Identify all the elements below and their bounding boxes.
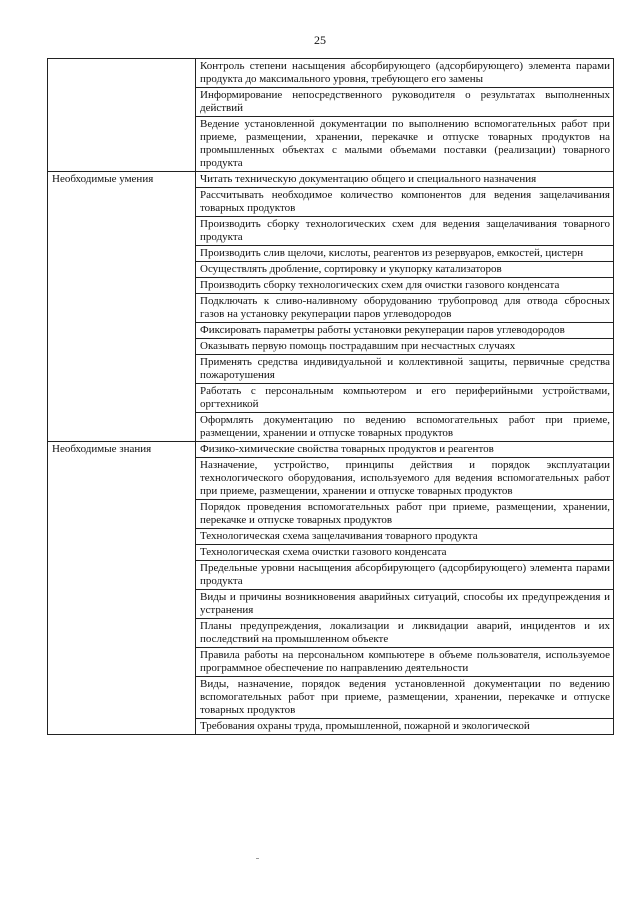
item-cell: Рассчитывать необходимое количество компонентов для ведения защелачивания товарных продуктов [196,188,614,217]
table-row [48,442,614,458]
item-cell: Правила работы на персональном компьютере в объеме пользователя, используемое программное обеспечение по направлению деятельности [196,648,614,677]
item-cell: Требования охраны труда, промышленной, пожарной и экологической [196,719,614,735]
item-cell: Осуществлять дробление, сортировку и укупорку катализаторов [196,262,614,278]
category-cell [48,59,196,172]
item-cell: Оформлять документацию по ведению вспомогательных работ при приеме, размещении, хранении и отпуске товарных продуктов [196,413,614,442]
scan-speck [256,858,259,859]
item-cell: Читать техническую документацию общего и специального назначения [196,172,614,188]
item-cell: Физико-химические свойства товарных продуктов и реагентов [196,442,614,458]
item-cell: Ведение установленной документации по выполнению вспомогательных работ при приеме, размещении, хранении, перекачке и отпуске товарных продуктов на промышленных объектах с малыми объемами поставки (реализации) товарного продукта [196,117,614,172]
item-cell: Фиксировать параметры работы установки рекуперации паров углеводородов [196,323,614,339]
item-cell: Применять средства индивидуальной и коллективной защиты, первичные средства пожаротушения [196,355,614,384]
item-cell: Планы предупреждения, локализации и ликвидации аварий, инцидентов и их последствий на промышленном объекте [196,619,614,648]
item-cell: Производить слив щелочи, кислоты, реагентов из резервуаров, емкостей, цистерн [196,246,614,262]
item-cell: Контроль степени насыщения абсорбирующего (адсорбирующего) элемента парами продукта до максимального уровня, требующего его замены [196,59,614,88]
item-cell: Технологическая схема защелачивания товарного продукта [196,529,614,545]
item-cell: Производить сборку технологических схем для очистки газового конденсата [196,278,614,294]
item-cell: Информирование непосредственного руководителя о результатах выполненных действий [196,88,614,117]
item-cell: Предельные уровни насыщения абсорбирующего (адсорбирующего) элемента парами продукта [196,561,614,590]
page-number: 25 [314,33,326,47]
item-cell: Виды и причины возникновения аварийных ситуаций, способы их предупреждения и устранения [196,590,614,619]
category-cell: Необходимые знания [48,442,196,735]
item-cell: Производить сборку технологических схем для ведения защелачивания товарного продукта [196,217,614,246]
table-row [48,59,614,88]
item-cell: Работать с персональным компьютером и его периферийными устройствами, оргтехникой [196,384,614,413]
category-cell: Необходимые умения [48,172,196,442]
competency-table [47,58,614,735]
table-row [48,172,614,188]
item-cell: Технологическая схема очистки газового конденсата [196,545,614,561]
item-cell: Порядок проведения вспомогательных работ при приеме, размещении, хранении, перекачке и отпуске товарных продуктов [196,500,614,529]
item-cell: Назначение, устройство, принципы действия и порядок эксплуатации технологического оборудования, используемого для ведения вспомогательных работ при приеме, размещении, хранении и отпуске товарных продуктов [196,458,614,500]
item-cell: Виды, назначение, порядок ведения установленной документации по ведению вспомогательных работ при приеме, размещении, хранении, перекачке и отпуске товарных продуктов [196,677,614,719]
item-cell: Оказывать первую помощь пострадавшим при несчастных случаях [196,339,614,355]
item-cell: Подключать к сливо-наливному оборудованию трубопровод для отвода сбросных газов на установку рекуперации паров углеводородов [196,294,614,323]
